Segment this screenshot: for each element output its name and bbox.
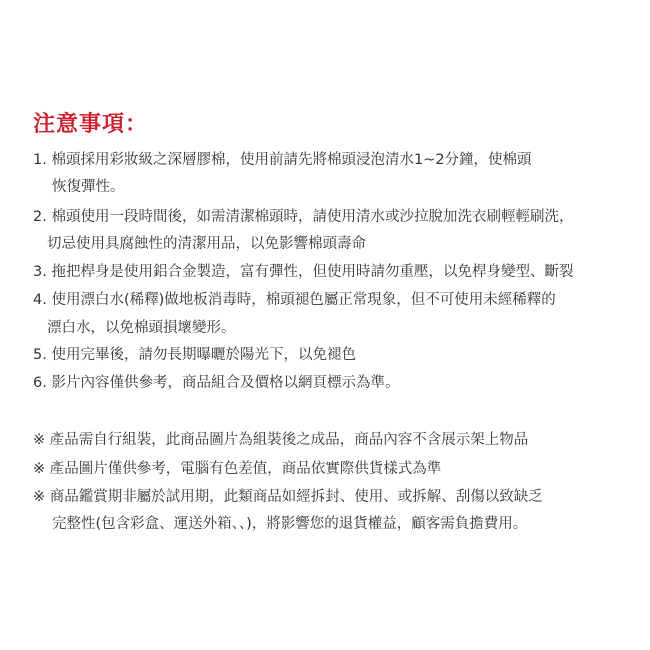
note-1-line-1: [33, 430, 528, 450]
note-2-line-1: [33, 459, 441, 479]
item-2-line-2: 切忌使用具腐蝕性的清潔用品，以免影響棉頭壽命: [47, 236, 366, 252]
item-2-line-1: [33, 207, 573, 227]
note-3-line-1: [33, 487, 543, 507]
note-1-text: 產品需自行組裝，此商品圖片為組裝後之成品，商品內容不含展示架上物品: [49, 432, 529, 448]
item-2-number: 2.: [33, 209, 47, 225]
item-4-text: 使用漂白水(稀釋)做地板消毒時，棉頭褪色屬正常現象，但不可使用未經稀釋的: [51, 292, 556, 308]
notice-title: 注意事項：: [33, 112, 149, 137]
item-5-line-1: [33, 345, 356, 365]
item-1-number: 1.: [33, 152, 47, 168]
note-1-mark: ※: [33, 432, 46, 448]
item-6-number: 6.: [33, 375, 47, 391]
item-3-number: 3.: [33, 264, 47, 280]
item-6-text: 影片內容僅供參考，商品組合及價格以網頁標示為準。: [51, 375, 400, 391]
note-2-mark: ※: [33, 461, 46, 477]
item-6-line-1: [33, 373, 399, 393]
item-1-text: 棉頭採用彩妝級之深層膠棉，使用前請先將棉頭浸泡清水1~2分鐘，使棉頭: [51, 152, 532, 168]
item-3-text: 拖把桿身是使用鋁合金製造，富有彈性，但使用時請勿重壓，以免桿身變型、斷裂: [51, 264, 574, 280]
note-2-text: 產品圖片僅供參考，電腦有色差值，商品依實際供貨樣式為準: [49, 461, 442, 477]
note-3-mark: ※: [33, 489, 46, 505]
item-4-number: 4.: [33, 292, 47, 308]
item-1-line-1: [33, 150, 532, 170]
note-3-text: 商品鑑賞期非屬於試用期，此類商品如經拆封、使用、或拆解、刮傷以致缺乏: [49, 489, 543, 505]
note-3-line-2: 完整性(包含彩盒、運送外箱、、)，將影響您的退貨權益，顧客需負擔費用。: [52, 516, 528, 532]
item-2-text: 棉頭使用一段時間後，如需清潔棉頭時，請使用清水或沙拉脫加洗衣刷輕輕刷洗，: [51, 209, 574, 225]
item-3-line-1: [33, 262, 573, 282]
item-4-line-2: 漂白水，以免棉頭損壞變形。: [47, 320, 236, 336]
item-5-text: 使用完畢後，請勿長期曝曬於陽光下，以免褪色: [51, 347, 356, 363]
item-5-number: 5.: [33, 347, 47, 363]
item-1-line-2: 恢復彈性。: [52, 179, 125, 195]
item-4-line-1: [33, 290, 556, 310]
